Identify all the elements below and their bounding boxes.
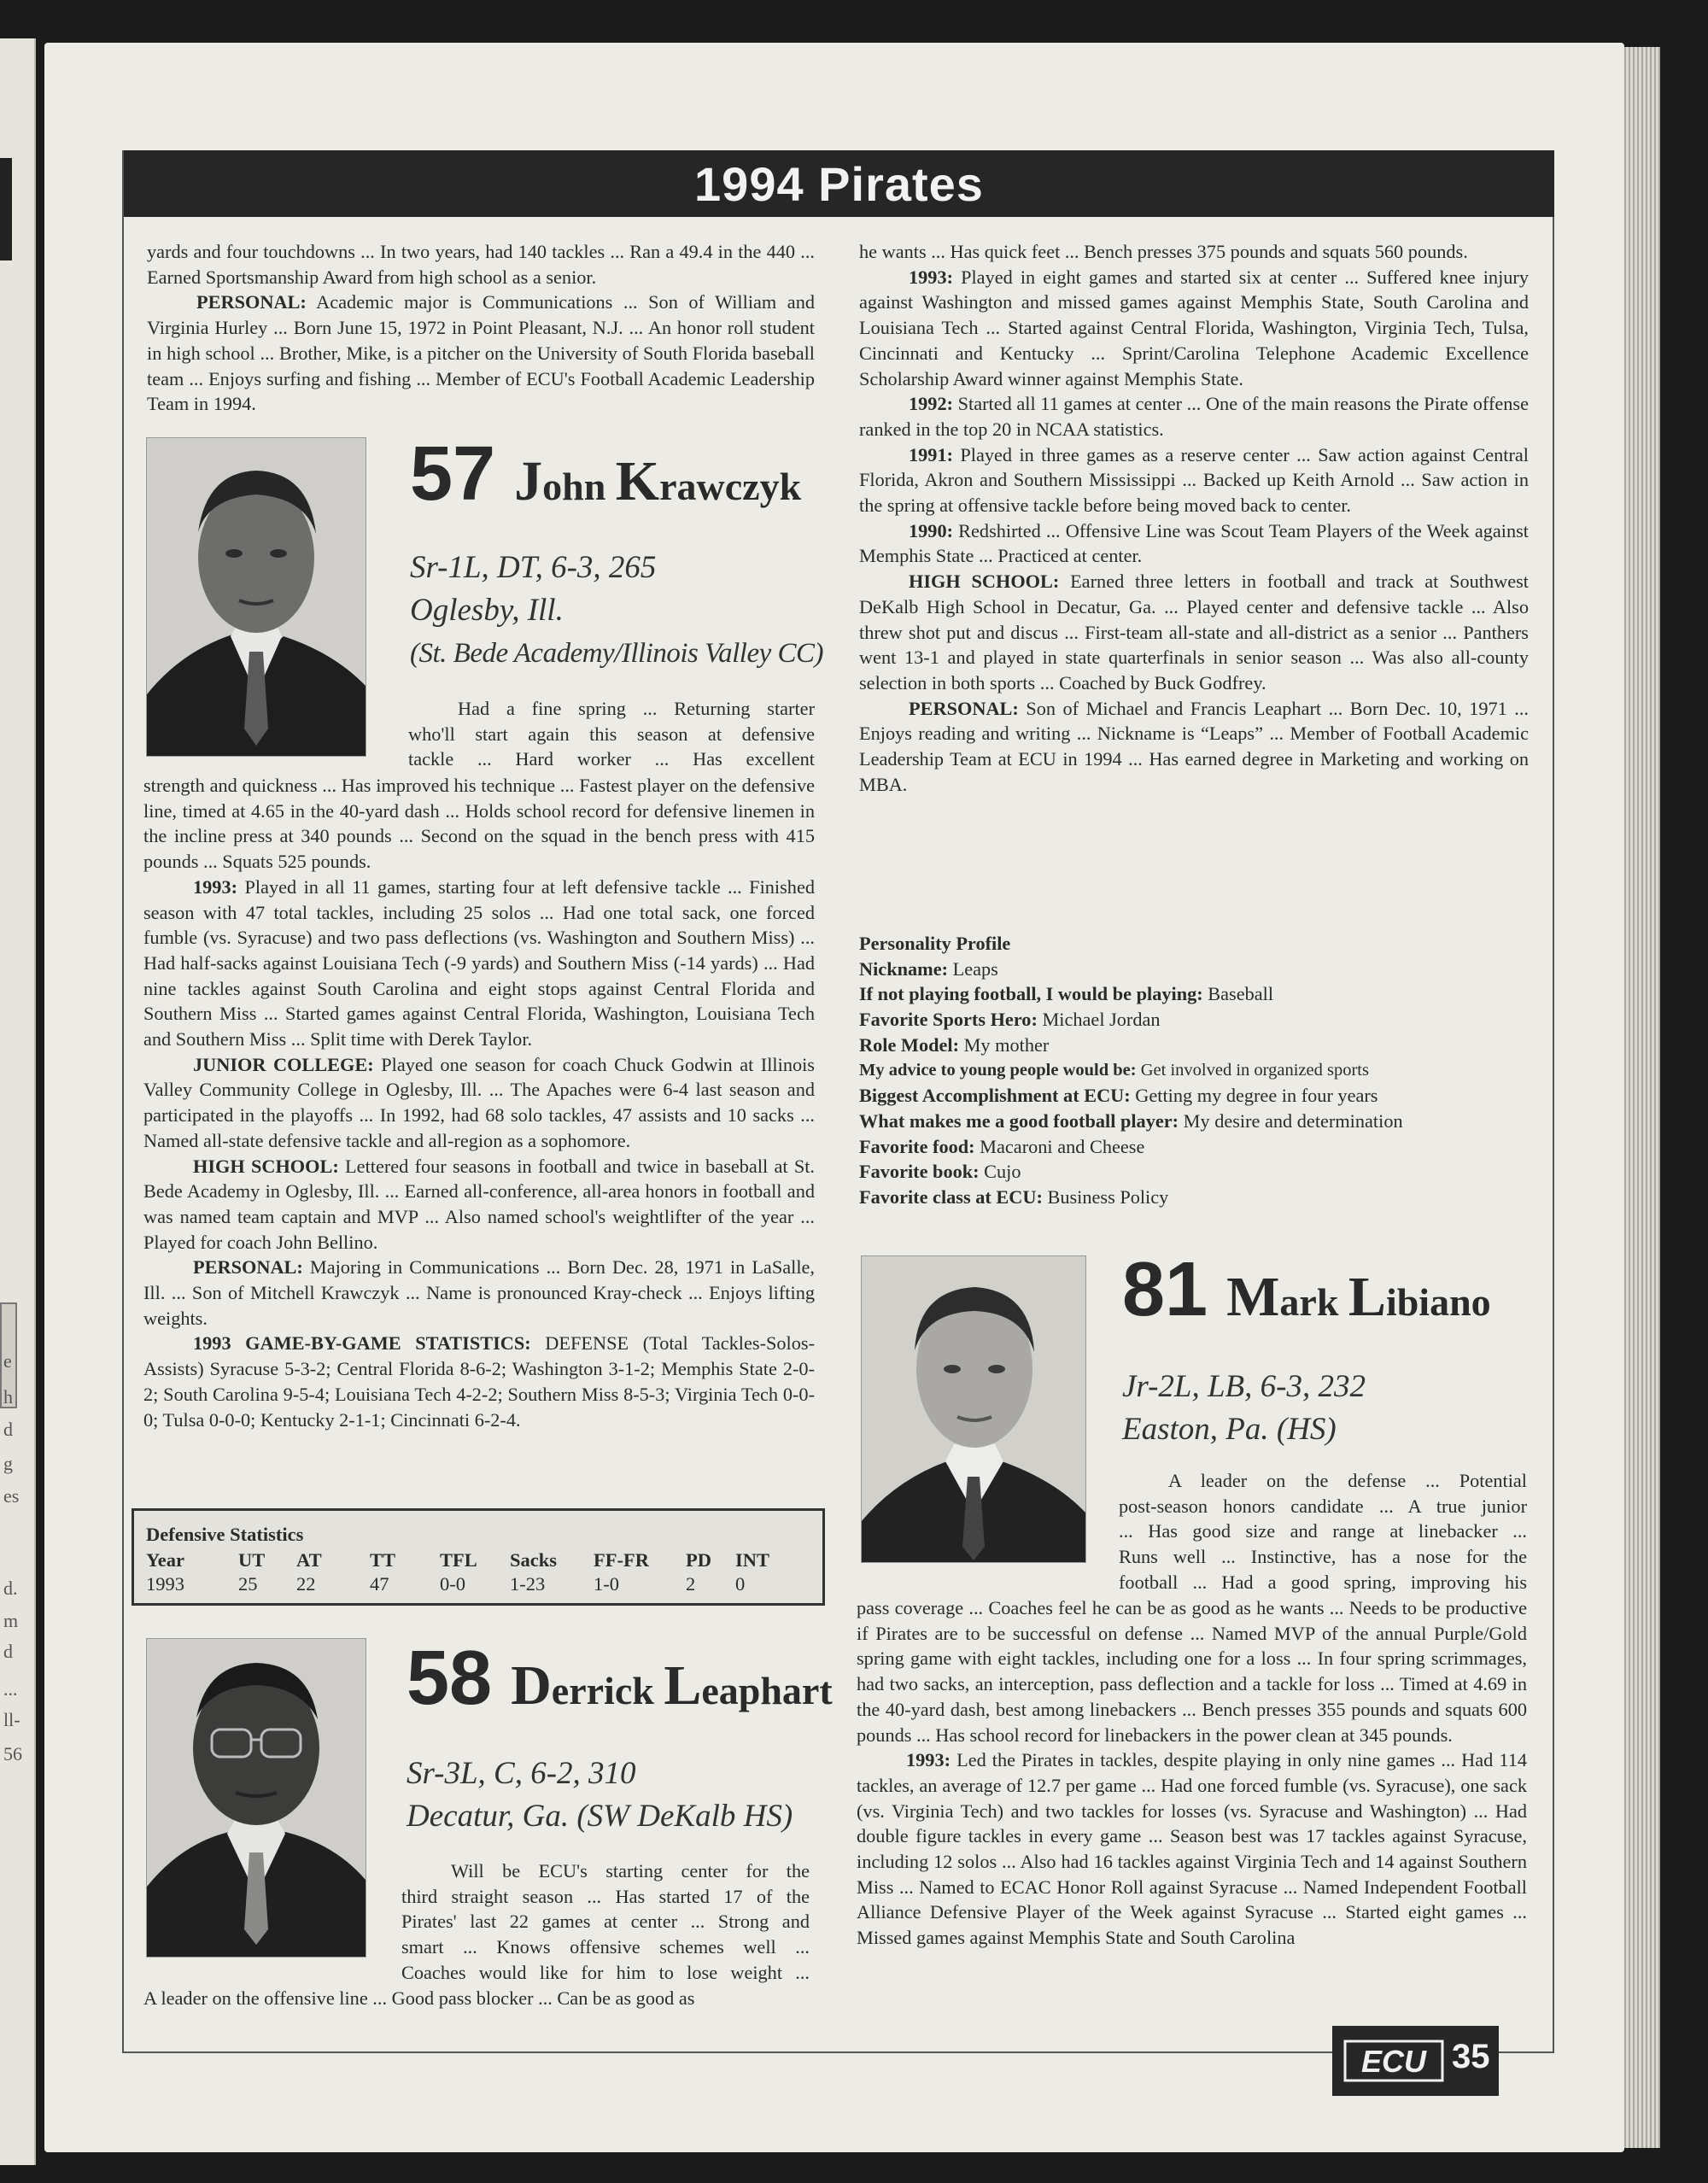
adjacent-page-fragment: d (3, 1641, 13, 1662)
player-58-number: 58 (407, 1636, 493, 1721)
profile-item: My advice to young people would be: Get involved in organized sports (859, 1060, 1369, 1080)
personality-profile (859, 931, 1534, 1210)
player-57-info-3: (St. Bede Academy/Illinois Valley CC) (410, 638, 824, 669)
personality-profile-title: Personality Profile (859, 933, 1011, 954)
stats-cell: TT (370, 1549, 396, 1571)
profile-item: Biggest Accomplishment at ECU: Getting my degree in four years (859, 1085, 1378, 1107)
adjacent-page-fragment: 56 (3, 1743, 22, 1765)
page-frame-left-rule (122, 150, 124, 2053)
intro-line: Had a fine spring ... Returning starter (458, 698, 815, 719)
adjacent-page-fragment: es (3, 1485, 20, 1507)
stats-cell: FF-FR (594, 1549, 649, 1571)
adjacent-page-fragment: e (3, 1350, 12, 1372)
paragraph: HIGH SCHOOL: Earned three letters in football and track at Southwest DeKalb High School in Decatur, Ga. ... Played center and defensive tackle ... Also threw shot put and discus ... First-team all-state and all-district as a senior ... Panthers went 13-1 and played in state quarterfinals in senior season ... Was also all-county selection in both sports ... Coached by Buck Godfrey. (859, 571, 1529, 694)
left-column-top-text (147, 239, 815, 417)
intro-line: A leader on the defense ... Potential (1168, 1470, 1527, 1491)
page-number: 35 (1452, 2038, 1490, 2075)
intro-line: football ... Had a good spring, improving his (1119, 1571, 1527, 1593)
stats-cell: PD (686, 1549, 711, 1571)
paragraph: 1993: Played in eight games and started six at center ... Suffered knee injury against Washington and missed games against Memphis State, South Carolina and Louisiana Tech ... Started against Central Florida, Washington, Virginia Tech, Tulsa, Cincinnati and Kentucky ... Sprint/Carolina Telephone Academic Excellence Scholarship Award winner against Memphis State. (859, 266, 1529, 389)
stats-cell: 22 (296, 1573, 316, 1595)
stats-cell: 0-0 (440, 1573, 465, 1595)
paragraph: yards and four touchdowns ... In two years, had 140 tackles ... Ran a 49.4 in the 440 ... Earned Sportsmanship Award from high school as a senior. (147, 241, 815, 288)
paragraph: PERSONAL: Son of Michael and Francis Leaphart ... Born Dec. 10, 1971 ... Enjoys reading and writing ... Nickname is “Leaps” ... Member of Football Academic Leadership Team at ECU in 1994 ... Has earned degree in Marketing and working on MBA. (859, 697, 1529, 795)
player-57-name: John Krawczyk (514, 450, 802, 512)
intro-line: Pirates' last 22 games at center ... Strong and (401, 1911, 810, 1933)
stats-cell: 0 (735, 1573, 746, 1595)
player-57-bio (143, 773, 815, 1432)
adjacent-page-fragment: ll- (3, 1709, 20, 1730)
player-57-intro (408, 696, 815, 772)
player-57-info-2: Oglesby, Ill. (410, 593, 564, 628)
stats-cell: 1-23 (510, 1573, 546, 1595)
player-81-name: Mark Libiano (1226, 1266, 1491, 1328)
player-58-bio (859, 239, 1529, 797)
stats-cell: 47 (370, 1573, 389, 1595)
intro-line: who'll start again this season at defensive (408, 723, 815, 745)
paragraph: strength and quickness ... Has improved his technique ... Fastest player on the defensive line, timed at 4.65 in the 40-yard dash ... Holds school record for defensive linemen in the incline press at 340 pounds ... Second on the squad in the bench press with 415 pounds ... Squats 525 pounds. (143, 775, 815, 873)
paragraph: HIGH SCHOOL: Lettered four seasons in football and twice in baseball at St. Bede Academy in Oglesby, Ill. ... Earned all-conference, all-area honors in football and was named team captain and MVP ... Also named school's weightlifter of the year ... Played for coach John Bellino. (143, 1155, 815, 1253)
profile-item: Favorite class at ECU: Business Policy (859, 1186, 1169, 1209)
player-58-info-1: Sr-3L, C, 6-2, 310 (407, 1756, 636, 1791)
adjacent-page-fragment: m (3, 1610, 19, 1631)
player-57-info-1: Sr-1L, DT, 6-3, 265 (410, 550, 657, 585)
stats-cell: AT (296, 1549, 322, 1571)
player-58-intro (401, 1858, 810, 1986)
player-57-name-block (410, 427, 824, 675)
page-frame-bottom-rule (122, 2051, 1333, 2053)
stats-cell: Year (146, 1549, 184, 1571)
stats-cell: 1-0 (594, 1573, 619, 1595)
player-81-info-2: Easton, Pa. (HS) (1122, 1412, 1337, 1447)
ecu-logo (1343, 2038, 1444, 2084)
paragraph: PERSONAL: Majoring in Communications ... Born Dec. 28, 1971 in LaSalle, Ill. ... Son of Mitchell Krawczyk ... Name is pronounced Kray-check ... Enjoys lifting weights. (143, 1256, 815, 1329)
paragraph: 1993: Led the Pirates in tackles, despite playing in only nine games ... Had 114 tackles, an average of 12.7 per game ... Had one forced fumble (vs. Syracuse), one sack (vs. Virginia Tech) and two tackles for losses (vs. Syracuse and Washington) ... Had double figure tackles in every game ... Season best was 17 tackles against Syracuse, including 12 solos ... Also had 16 tackles against Virginia Tech and 14 against Southern Miss ... Named to ECAC Honor Roll against Syracuse ... Named Independent Football Alliance Defensive Player of the Week against Syracuse ... Started eight games ... Missed games against Memphis State and South Carolina (857, 1749, 1527, 1949)
adjacent-page-fragment: h (3, 1386, 13, 1408)
player-58-name-block (407, 1631, 833, 1838)
player-58-info-2: Decatur, Ga. (SW DeKalb HS) (407, 1799, 793, 1834)
defensive-stats-title: Defensive Statistics (146, 1524, 304, 1545)
intro-line: ... Has good size and range at linebacker ... (1119, 1520, 1527, 1542)
paragraph: pass coverage ... Coaches feel he can be as good as he wants ... Needs to be productive if Pirates are to be successful on defense ... Named MVP of the annual Purple/Gold spring game with eight tackles, including one for a loss ... In four spring scrimmages, had two sacks, an interception, pass deflection and a tackle for loss ... Timed at 4.69 in the 40-yard dash, best among linebackers ... Bench presses 355 pounds and squats 600 pounds ... Has school record for linebackers in the power clean at 345 pounds. (857, 1597, 1527, 1746)
stats-cell: 1993 (146, 1573, 184, 1595)
profile-item: Favorite food: Macaroni and Cheese (859, 1135, 1145, 1157)
player-58-photo (146, 1638, 366, 1958)
player-81-photo (861, 1255, 1086, 1563)
player-81-info-1: Jr-2L, LB, 6-3, 232 (1122, 1369, 1366, 1404)
intro-line: post-season honors candidate ... A true junior (1119, 1495, 1527, 1517)
paragraph: 1991: Played in three games as a reserve center ... Saw action against Central Florida, Akron and Southern Mississippi ... Backed up Keith Arnold ... Saw action in the spring at offensive tackle before being moved back to center. (859, 443, 1529, 517)
adjacent-page-fragment: d. (3, 1577, 18, 1599)
player-57-number: 57 (410, 431, 496, 517)
paragraph: 1990: Redshirted ... Offensive Line was Scout Team Players of the Week against Memphis State ... Practiced at center. (859, 519, 1529, 567)
profile-item: Favorite Sports Hero: Michael Jordan (859, 1009, 1161, 1031)
stats-cell: Sacks (510, 1549, 558, 1571)
page-frame-bottom-rule-right (1499, 2051, 1554, 2053)
player-58-intro-last: A leader on the offensive line ... Good pass blocker ... Can be as good as (143, 1987, 695, 2009)
profile-item: If not playing football, I would be playing: Baseball (859, 983, 1274, 1005)
adjacent-page-fragment: g (3, 1453, 13, 1474)
player-81-name-block (1122, 1243, 1549, 1451)
adjacent-page-dark-strip (0, 158, 12, 260)
player-58-name: Derrick Leaphart (511, 1654, 833, 1717)
paragraph: he wants ... Has quick feet ... Bench presses 375 pounds and squats 560 pounds. (859, 241, 1468, 262)
intro-line: Will be ECU's starting center for the (451, 1860, 810, 1882)
stats-cell: UT (238, 1549, 266, 1571)
adjacent-page-fragment: ... (3, 1678, 18, 1700)
intro-line: smart ... Knows offensive schemes well ... (401, 1936, 810, 1958)
paragraph: 1993: Played in all 11 games, starting four at left defensive tackle ... Finished season with 47 total tackles, including 25 solos ... Had one total sack, one forced fumble (vs. Syracuse) and two pass deflections (vs. Washington and Southern Miss) ... Had half-sacks against Louisiana Tech (-9 yards) and Southern Miss (-14 yards) ... Had nine tackles against South Carolina and eight stops against Central Florida and Southern Miss ... Started games against Central Florida, Washington, Louisiana Tech and Southern Miss ... Split time with Derek Taylor. (143, 875, 815, 1051)
player-81-bio (857, 1595, 1527, 1951)
page-stack-edge (1621, 47, 1660, 2148)
paragraph: 1992: Started all 11 games at center ... One of the main reasons the Pirate offense ranked in the top 20 in NCAA statistics. (859, 393, 1529, 440)
stats-cell: 2 (686, 1573, 696, 1595)
svg-text:ECU: ECU (1360, 2044, 1427, 2079)
intro-line: Coaches would like for him to lose weight ... (401, 1961, 810, 1983)
paragraph: JUNIOR COLLEGE: Played one season for coach Chuck Godwin at Illinois Valley Community College in Oglesby, Ill. ... The Apaches were 6-4 last season and participated in the playoffs ... In 1992, had 68 solo tackles, 47 assists and 10 sacks ... Named all-state defensive tackle and all-region as a sophomore. (143, 1053, 815, 1151)
intro-line: third straight season ... Has started 17 of the (401, 1885, 810, 1907)
defensive-stats-box (132, 1508, 825, 1606)
stats-cell: INT (735, 1549, 770, 1571)
profile-item: Role Model: My mother (859, 1033, 1050, 1056)
page-banner-title: 1994 Pirates (124, 150, 1554, 217)
adjacent-page-sliver (0, 38, 36, 2165)
profile-item: Favorite book: Cujo (859, 1161, 1021, 1183)
stats-cell: 25 (238, 1573, 258, 1595)
profile-item: Nickname: Leaps (859, 957, 998, 980)
adjacent-page-fragment: d (3, 1419, 13, 1440)
player-81-number: 81 (1122, 1247, 1208, 1332)
player-81-intro (1119, 1468, 1527, 1595)
intro-line: tackle ... Hard worker ... Has excellent (408, 748, 815, 770)
intro-line: Runs well ... Instinctive, has a nose for the (1119, 1546, 1527, 1568)
stats-cell: TFL (440, 1549, 477, 1571)
page-frame-right-rule (1553, 150, 1554, 2053)
player-57-photo (146, 437, 366, 757)
paragraph: 1993 GAME-BY-GAME STATISTICS: DEFENSE (Total Tackles-Solos-Assists) Syracuse 5-3-2; Central Florida 8-6-2; Washington 3-1-2; Memphis State 2-0-2; South Carolina 9-5-4; Louisiana Tech 4-2-2; Southern Miss 8-5-3; Virginia Tech 0-0-0; Tulsa 0-0-0; Kentucky 2-1-1; Cincinnati 6-2-4. (143, 1332, 815, 1431)
profile-item: What makes me a good football player: My desire and determination (859, 1109, 1403, 1132)
paragraph: PERSONAL: Academic major is Communications ... Son of William and Virginia Hurley ... Born June 15, 1972 in Point Pleasant, N.J. ... An honor roll student in high school ... Brother, Mike, is a pitcher on the University of South Florida baseball team ... Enjoys surfing and fishing ... Member of ECU's Football Academic Leadership Team in 1994. (147, 291, 815, 415)
